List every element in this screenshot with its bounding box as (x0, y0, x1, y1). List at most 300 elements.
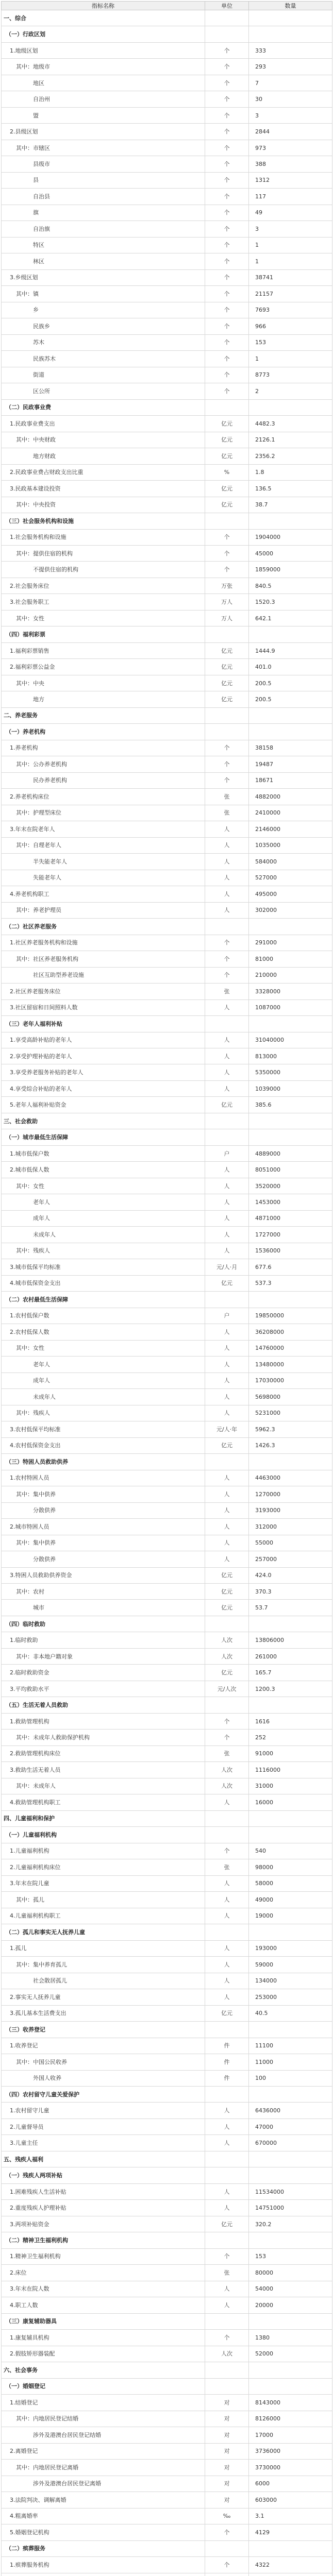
unit-cell: 个 (205, 286, 249, 302)
value-cell: 31000 (249, 1778, 332, 1794)
section-row (2, 1616, 332, 1632)
unit-cell: 人 (205, 2281, 249, 2297)
indicator-name-cell: 地方财政 (2, 448, 205, 464)
table-row (2, 481, 332, 497)
table-row (2, 1892, 332, 1908)
value-cell: 18671 (249, 772, 332, 788)
unit-cell: 张 (205, 805, 249, 821)
value-cell (249, 2362, 332, 2378)
value-cell (249, 1827, 332, 1843)
indicator-name-cell: 2.农村低保人数 (2, 1324, 205, 1340)
indicator-name-cell: 1.救助管理机构 (2, 1713, 205, 1729)
indicator-name-cell: 老年人 (2, 1357, 205, 1372)
unit-cell: 对 (205, 2443, 249, 2459)
unit-cell: 元/人·月 (205, 1259, 249, 1275)
indicator-name-cell: 1.困难残疾人生活补贴 (2, 2183, 205, 2199)
value-cell: 98000 (249, 1859, 332, 1875)
value-cell: 100 (249, 2070, 332, 2086)
indicator-name-cell: 成年人 (2, 1210, 205, 1226)
table-row (2, 756, 332, 772)
indicator-name-cell: 其中：中央财政 (2, 432, 205, 448)
unit-cell (205, 2167, 249, 2183)
indicator-name-cell: （一）养老机构 (2, 724, 205, 740)
value-cell: 210000 (249, 967, 332, 983)
unit-cell: 个 (205, 529, 249, 545)
indicator-name-cell: 2.事实无人抚养儿童 (2, 1989, 205, 2005)
unit-cell: 人 (205, 1551, 249, 1567)
indicator-name-cell: （四）农村留守儿童关爱保护 (2, 2087, 205, 2103)
column-header-value: 数量 (249, 2, 332, 10)
unit-cell: 个 (205, 302, 249, 318)
unit-cell: 亿元 (205, 691, 249, 707)
section-row (2, 26, 332, 42)
table-row (2, 545, 332, 561)
value-cell: 1 (249, 237, 332, 253)
indicator-name-cell: 3.年末在院人数 (2, 2281, 205, 2297)
value-cell: 4889000 (249, 1145, 332, 1161)
value-cell: 3.1 (249, 2508, 332, 2524)
unit-cell (205, 10, 249, 26)
unit-cell: 万张 (205, 578, 249, 594)
unit-cell: 亿元 (205, 497, 249, 513)
unit-cell: 个 (205, 2524, 249, 2540)
unit-cell (205, 2573, 249, 2576)
indicator-name-cell: 4.享受综合补贴的老年人 (2, 1080, 205, 1096)
indicator-name-cell: 其中：集中养育孤儿 (2, 1957, 205, 1973)
unit-cell (205, 2022, 249, 2038)
indicator-name-cell: 2.假肢矫形器装配 (2, 2346, 205, 2362)
unit-cell: 个 (205, 91, 249, 107)
table-row (2, 1178, 332, 1194)
unit-cell: 人次 (205, 1762, 249, 1778)
unit-cell: 亿元 (205, 1583, 249, 1599)
table-row (2, 1730, 332, 1745)
value-cell: 19850000 (249, 1308, 332, 1324)
unit-cell: 个 (205, 318, 249, 334)
unit-cell: 个 (205, 740, 249, 756)
value-cell: 333 (249, 42, 332, 58)
unit-cell: 张 (205, 1859, 249, 1875)
value-cell: 813000 (249, 1048, 332, 1064)
unit-cell: 件 (205, 2038, 249, 2054)
value-cell: 1312 (249, 172, 332, 188)
table-row (2, 1243, 332, 1259)
indicator-name-cell: 二、养老服务 (2, 707, 205, 723)
table-row (2, 1632, 332, 1648)
indicator-name-cell: 涉外及港澳台居民登记离婚 (2, 2476, 205, 2492)
value-cell: 1035000 (249, 837, 332, 853)
table-row (2, 1843, 332, 1859)
unit-cell: 人 (205, 1243, 249, 1259)
indicator-name-cell: 地方 (2, 691, 205, 707)
indicator-name-cell: 分散供养 (2, 1551, 205, 1567)
indicator-name-cell: 六、社会事务 (2, 2362, 205, 2378)
unit-cell (205, 399, 249, 415)
value-cell: 31040000 (249, 1032, 332, 1048)
indicator-name-cell: 其中：集中供养 (2, 1486, 205, 1502)
value-cell: 261000 (249, 1648, 332, 1664)
value-cell (249, 2167, 332, 2183)
indicator-name-cell: 1.农村特困人员 (2, 1470, 205, 1486)
indicator-name-cell: 2.社区养老服务床位 (2, 984, 205, 999)
value-cell: 17030000 (249, 1372, 332, 1388)
indicator-name-cell: 特区 (2, 237, 205, 253)
indicator-name-cell: 其中：公办养老机构 (2, 756, 205, 772)
unit-cell: 对 (205, 2492, 249, 2508)
table-row (2, 1162, 332, 1178)
table-row (2, 642, 332, 658)
unit-cell: 对 (205, 2427, 249, 2443)
section-row (2, 724, 332, 740)
unit-cell: 人 (205, 1032, 249, 1048)
unit-cell: 张 (205, 1745, 249, 1761)
indicator-name-cell: 2.福利彩票公益金 (2, 659, 205, 675)
unit-cell: 人 (205, 1892, 249, 1908)
table-row (2, 1989, 332, 2005)
table-row (2, 2216, 332, 2232)
unit-cell: 亿元 (205, 1275, 249, 1291)
unit-cell (205, 919, 249, 935)
unit-cell: 亿元 (205, 416, 249, 432)
table-row (2, 1324, 332, 1340)
section-row (2, 1016, 332, 1032)
value-cell: 5698000 (249, 1389, 332, 1405)
indicator-name-cell: 涉外及港澳台居民登记结婚 (2, 2427, 205, 2443)
value-cell: 14751000 (249, 2200, 332, 2216)
unit-cell (205, 2232, 249, 2248)
value-cell: 1380 (249, 2330, 332, 2346)
table-row (2, 1762, 332, 1778)
table-row (2, 610, 332, 626)
value-cell: 840.5 (249, 578, 332, 594)
unit-cell: 人 (205, 870, 249, 886)
value-cell: 117 (249, 189, 332, 205)
indicator-name-cell: 失能老年人 (2, 870, 205, 886)
unit-cell: 亿元 (205, 675, 249, 691)
indicator-name-cell: 县级市 (2, 156, 205, 172)
value-cell: 58000 (249, 1875, 332, 1891)
value-cell: 55000 (249, 1535, 332, 1551)
value-cell (249, 2087, 332, 2103)
value-cell: 19487 (249, 756, 332, 772)
unit-cell: 人 (205, 1989, 249, 2005)
indicator-name-cell: 2.临时救助资金 (2, 1665, 205, 1681)
indicator-name-cell: 未成年人 (2, 1227, 205, 1243)
unit-cell: 人 (205, 854, 249, 870)
table-row (2, 2200, 332, 2216)
value-cell: 252 (249, 1730, 332, 1745)
indicator-name-cell: 社会散居孤儿 (2, 1973, 205, 1989)
table-row (2, 2395, 332, 2411)
value-cell: 153 (249, 2248, 332, 2264)
indicator-name-cell: （三）老年人福利补贴 (2, 1016, 205, 1032)
indicator-name-cell: 4.儿童福利机构职工 (2, 1908, 205, 1924)
unit-cell: 亿元 (205, 432, 249, 448)
unit-cell: 个 (205, 172, 249, 188)
unit-cell: 人 (205, 1470, 249, 1486)
value-cell: 1536000 (249, 1243, 332, 1259)
table-row (2, 854, 332, 870)
section-row (2, 1697, 332, 1713)
indicator-name-cell: 社区互助型养老设施 (2, 967, 205, 983)
indicator-name-cell: 民族乡 (2, 318, 205, 334)
table-row (2, 805, 332, 821)
unit-cell: 人 (205, 2103, 249, 2119)
value-cell: 17000 (249, 2427, 332, 2443)
indicator-name-cell: 苏木 (2, 334, 205, 350)
value-cell: 495000 (249, 886, 332, 902)
table-row (2, 675, 332, 691)
unit-cell (205, 1924, 249, 1940)
section-row (2, 2151, 332, 2167)
table-row (2, 1097, 332, 1113)
column-header-indicator: 指标名称 (2, 2, 205, 10)
indicator-name-cell: 地区 (2, 75, 205, 91)
indicator-name-cell: 自治州 (2, 91, 205, 107)
indicator-name-cell: 3.乡级区划 (2, 269, 205, 285)
table-row (2, 2119, 332, 2134)
value-cell (249, 707, 332, 723)
indicator-name-cell: 1.社会服务机构和设施 (2, 529, 205, 545)
value-cell: 165.7 (249, 1665, 332, 1681)
indicator-name-cell: 不提供住宿的机构 (2, 562, 205, 578)
indicator-name-cell: 旗 (2, 205, 205, 221)
unit-cell (205, 1292, 249, 1308)
indicator-name-cell: 四、儿童福利和保护 (2, 1810, 205, 1826)
indicator-name-cell: 2.重度残疾人护理补贴 (2, 2200, 205, 2216)
unit-cell: 户 (205, 1145, 249, 1161)
value-cell: 4322 (249, 2557, 332, 2573)
table-row (2, 1778, 332, 1794)
value-cell: 540 (249, 1843, 332, 1859)
unit-cell: 个 (205, 140, 249, 156)
section-row (2, 2540, 332, 2556)
indicator-name-cell: （一）城市最低生活保障 (2, 1129, 205, 1145)
indicator-name-cell: 2.床位 (2, 2265, 205, 2281)
unit-cell: 元/人次 (205, 1681, 249, 1697)
value-cell: 4871000 (249, 1210, 332, 1226)
indicator-name-cell: 2.城市特困人员 (2, 1519, 205, 1535)
table-row (2, 334, 332, 350)
indicator-name-cell: 其中：市辖区 (2, 140, 205, 156)
table-row (2, 253, 332, 269)
indicator-name-cell: （一）残疾人两项补贴 (2, 2167, 205, 2183)
value-cell: 2844 (249, 124, 332, 140)
value-cell: 91000 (249, 1745, 332, 1761)
value-cell: 1.8 (249, 464, 332, 480)
table-header (2, 2, 332, 10)
unit-cell: 亿元 (205, 1097, 249, 1113)
value-cell: 200.5 (249, 691, 332, 707)
unit-cell: 件 (205, 2054, 249, 2070)
unit-cell: 个 (205, 75, 249, 91)
value-cell: 7 (249, 75, 332, 91)
table-row (2, 1600, 332, 1616)
indicator-name-cell: 其中：社区养老服务机构 (2, 951, 205, 967)
indicator-name-cell: （三）康复辅助器具 (2, 2313, 205, 2329)
table-row (2, 1665, 332, 1681)
value-cell: 30 (249, 91, 332, 107)
table-row (2, 1372, 332, 1388)
indicator-name-cell: 3.城市低保平均标准 (2, 1259, 205, 1275)
unit-cell: 人 (205, 1389, 249, 1405)
value-cell: 3 (249, 221, 332, 237)
indicator-name-cell: （三）社会服务机构和设施 (2, 513, 205, 529)
unit-cell (205, 1129, 249, 1145)
table-row (2, 1275, 332, 1291)
table-row (2, 1794, 332, 1810)
value-cell: 4129 (249, 2524, 332, 2540)
indicator-name-cell: 其中：集中供养 (2, 1535, 205, 1551)
value-cell (249, 2232, 332, 2248)
section-row (2, 2313, 332, 2329)
indicator-name-cell: 其中：孤儿 (2, 1892, 205, 1908)
unit-cell: 人 (205, 2119, 249, 2134)
table-row (2, 1470, 332, 1486)
table-row (2, 140, 332, 156)
table-row (2, 1032, 332, 1048)
table-row (2, 1551, 332, 1567)
indicator-name-cell: 1.结婚登记 (2, 2395, 205, 2411)
table-row (2, 2265, 332, 2281)
value-cell: 424.0 (249, 1567, 332, 1583)
table-row (2, 42, 332, 58)
table-row (2, 2103, 332, 2119)
unit-cell: 人 (205, 1340, 249, 1356)
indicator-name-cell: 2.城市低保人数 (2, 1162, 205, 1178)
unit-cell: 人 (205, 2135, 249, 2151)
value-cell: 6000 (249, 2476, 332, 2492)
indicator-name-cell: 3.平均救助水平 (2, 1681, 205, 1697)
value-cell: 21157 (249, 286, 332, 302)
indicator-name-cell: 2.县级区划 (2, 124, 205, 140)
indicator-name-cell: 其中：中央 (2, 675, 205, 691)
unit-cell: 人 (205, 2297, 249, 2313)
value-cell: 20000 (249, 2297, 332, 2313)
section-row (2, 1827, 332, 1843)
table-row (2, 935, 332, 951)
unit-cell (205, 1616, 249, 1632)
unit-cell (205, 724, 249, 740)
value-cell: 16000 (249, 1794, 332, 1810)
value-cell: 136.5 (249, 481, 332, 497)
indicator-name-cell: 3.两项补贴资金 (2, 2216, 205, 2232)
value-cell: 200.5 (249, 675, 332, 691)
indicator-name-cell: 其中：养老护理员 (2, 902, 205, 918)
value-cell (249, 1616, 332, 1632)
unit-cell: 人 (205, 1357, 249, 1372)
value-cell: 193000 (249, 1940, 332, 1956)
indicator-name-cell: 五、残疾人福利 (2, 2151, 205, 2167)
section-row (2, 919, 332, 935)
unit-cell: 人 (205, 1405, 249, 1421)
value-cell: 5231000 (249, 1405, 332, 1421)
table-row (2, 107, 332, 123)
value-cell: 11100 (249, 2038, 332, 2054)
unit-cell: 个 (205, 1843, 249, 1859)
table-row (2, 124, 332, 140)
section-row (2, 1810, 332, 1826)
indicator-name-cell (2, 2573, 205, 2576)
value-cell: 388 (249, 156, 332, 172)
unit-cell: 个 (205, 237, 249, 253)
value-cell: 1444.9 (249, 642, 332, 658)
unit-cell: 人次 (205, 2346, 249, 2362)
indicator-name-cell: （一）婚姻登记 (2, 2378, 205, 2394)
value-cell: 2146000 (249, 821, 332, 837)
unit-cell: 个 (205, 59, 249, 75)
unit-cell: 人 (205, 902, 249, 918)
value-cell: 1453000 (249, 1194, 332, 1210)
table-row (2, 1859, 332, 1875)
unit-cell: 亿元 (205, 642, 249, 658)
indicator-name-cell: 其中：提供住宿的机构 (2, 545, 205, 561)
indicator-name-cell: 县 (2, 172, 205, 188)
indicator-name-cell: 老年人 (2, 1194, 205, 1210)
table-row (2, 75, 332, 91)
unit-cell (205, 2087, 249, 2103)
value-cell (249, 26, 332, 42)
indicator-name-cell: （二）精神卫生福利机构 (2, 2232, 205, 2248)
unit-cell: 亿元 (205, 1665, 249, 1681)
table-row (2, 383, 332, 399)
value-cell (249, 2378, 332, 2394)
unit-cell: 个 (205, 1730, 249, 1745)
value-cell: 3736000 (249, 2443, 332, 2459)
unit-cell: 亿元 (205, 481, 249, 497)
table-row (2, 1648, 332, 1664)
value-cell (249, 1454, 332, 1470)
indicator-name-cell: 其中：镇 (2, 286, 205, 302)
table-row (2, 2427, 332, 2443)
indicator-name-cell: 其中：内地居民登记离婚 (2, 2460, 205, 2476)
unit-cell: 人次 (205, 1648, 249, 1664)
indicator-name-cell: 3.年末在院老年人 (2, 821, 205, 837)
value-cell: 13806000 (249, 1632, 332, 1648)
unit-cell: 亿元 (205, 2005, 249, 2021)
unit-cell: 个 (205, 2330, 249, 2346)
unit-cell: 人 (205, 1080, 249, 1096)
unit-cell: 个 (205, 367, 249, 383)
value-cell: 1 (249, 351, 332, 367)
unit-cell: 个 (205, 2248, 249, 2264)
indicator-name-cell: 其中：农村 (2, 1583, 205, 1599)
value-cell (249, 1924, 332, 1940)
table-row (2, 1908, 332, 1924)
unit-cell (205, 1827, 249, 1843)
table-row (2, 821, 332, 837)
unit-cell: 万人 (205, 594, 249, 610)
indicator-name-cell: 其中：残疾人 (2, 1243, 205, 1259)
indicator-name-cell: 其中：女性 (2, 1178, 205, 1194)
unit-cell: 人 (205, 837, 249, 853)
unit-cell: 张 (205, 789, 249, 805)
indicator-name-cell: 其中：自理老年人 (2, 837, 205, 853)
table-row (2, 1745, 332, 1761)
value-cell: 8143000 (249, 2395, 332, 2411)
table-row (2, 1340, 332, 1356)
unit-cell: 个 (205, 951, 249, 967)
indicator-name-cell: （四）临时救助 (2, 1616, 205, 1632)
value-cell: 19000 (249, 1908, 332, 1924)
table-row (2, 2135, 332, 2151)
column-header-unit: 单位 (205, 2, 249, 10)
value-cell: 4882000 (249, 789, 332, 805)
table-body (2, 10, 332, 2576)
table-header-row (2, 2, 332, 10)
indicator-name-cell: 三、社会救助 (2, 1113, 205, 1129)
value-cell: 966 (249, 318, 332, 334)
